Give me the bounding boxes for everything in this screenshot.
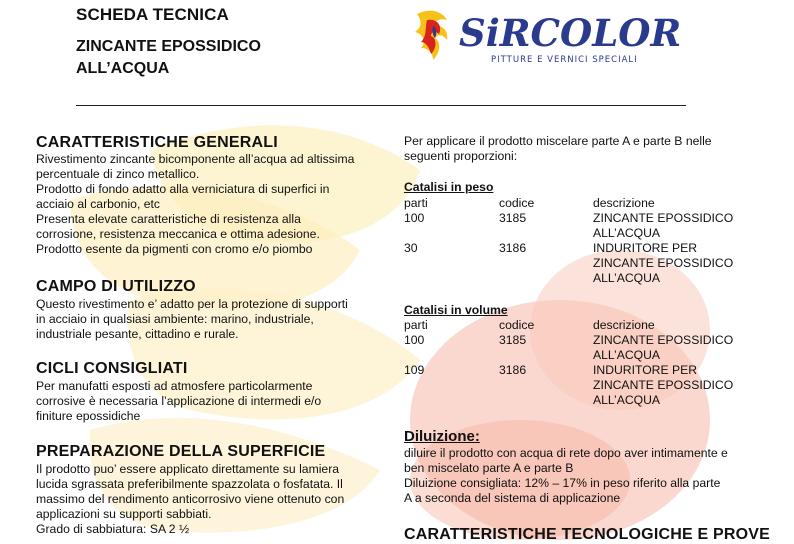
table-row-continuation: ALL’ACQUA	[593, 348, 661, 362]
section-title-cicli-consigliati: CICLI CONSIGLIATI	[36, 360, 188, 377]
table-row-continuation: ZINCANTE EPOSSIDICO	[593, 256, 734, 270]
section-title-caratteristiche-tecnologiche: CARATTERISTICHE TECNOLOGICHE E PROVE	[404, 526, 771, 543]
table-row: 109 3186 INDURITORE PER	[404, 363, 698, 377]
table-row: 100 3185 ZINCANTE EPOSSIDICO	[404, 211, 734, 225]
table-row-continuation: ALL’ACQUA	[593, 271, 661, 285]
table-row-continuation: ALL’ACQUA	[593, 226, 661, 240]
section-title-preparazione-superficie: PREPARAZIONE DELLA SUPERFICIE	[36, 443, 326, 460]
table-row: 30 3186 INDURITORE PER	[404, 241, 698, 255]
section-body-cicli-consigliati: Per manufatti esposti ad atmosfere particolarmente corrosive è necessaria l’applicazione di intermedi e/o finiture epossidiche	[36, 379, 322, 423]
diluizione-body: diluire il prodotto con acqua di rete dopo aver intimamente e ben miscelato parte A e parte B Diluizione consigliata: 12% – 17% in peso riferito alla parte A a seconda del sistema di applicazione	[404, 446, 728, 505]
catalisi-peso-table	[404, 196, 764, 286]
catalisi-volume-table	[404, 318, 764, 408]
section-body-campo-di-utilizzo: Questo rivestimento e’ adatto per la protezione di supporti in acciaio in qualsiasi ambiente: marino, industriale, industriale pesante, cittadino e rurale.	[36, 297, 348, 341]
table-header-row: parti codice descrizione	[404, 318, 655, 332]
brand-logo	[411, 6, 701, 68]
catalisi-peso-heading: Catalisi in peso	[404, 180, 494, 194]
section-body-preparazione-superficie: Il prodotto puo’ essere applicato direttamente su lamiera lucida sgrassata preferibilmente spazzolata o fosfatata. Il massimo del rendimento anticorrosivo viene ottenuto con applicazioni su supporti sabbiati. Grado di sabbiatura: SA 2 ½	[36, 462, 345, 536]
table-row: 100 3185 ZINCANTE EPOSSIDICO	[404, 333, 734, 347]
diluizione-heading: Diluizione:	[404, 428, 480, 445]
section-title-campo-di-utilizzo: CAMPO DI UTILIZZO	[36, 278, 196, 295]
svg-text:SiRCOLOR: SiRCOLOR	[459, 11, 682, 55]
mixing-intro: Per applicare il prodotto miscelare parte A e parte B nelle seguenti proporzioni:	[404, 134, 712, 163]
section-body-caratteristiche-generali: Rivestimento zincante bicomponente all’acqua ad altissima percentuale di zinco metallico. Prodotto di fondo adatto alla verniciatura di superfici in acciaio al carbonio, etc Presenta elevate caratteristiche di resistenza alla corrosione, resistenza meccanica e ottima adesione. Prodotto esente da pigmenti con cromo e/o piombo	[36, 152, 355, 256]
table-header-row: parti codice descrizione	[404, 196, 655, 210]
table-row-continuation: ZINCANTE EPOSSIDICO	[593, 378, 734, 392]
flame-logo-icon	[411, 6, 701, 68]
product-name-line2: ALL’ACQUA	[76, 60, 170, 77]
product-name-line1: ZINCANTE EPOSSIDICO	[76, 38, 261, 55]
section-title-caratteristiche-generali: CARATTERISTICHE GENERALI	[36, 134, 278, 151]
table-row-continuation: ALL’ACQUA	[593, 393, 661, 407]
svg-text:PITTURE E VERNICI SPECIALI: PITTURE E VERNICI SPECIALI	[491, 55, 638, 65]
document-title: SCHEDA TECNICA	[76, 5, 229, 24]
catalisi-volume-heading: Catalisi in volume	[404, 303, 508, 317]
header-divider	[76, 105, 686, 106]
